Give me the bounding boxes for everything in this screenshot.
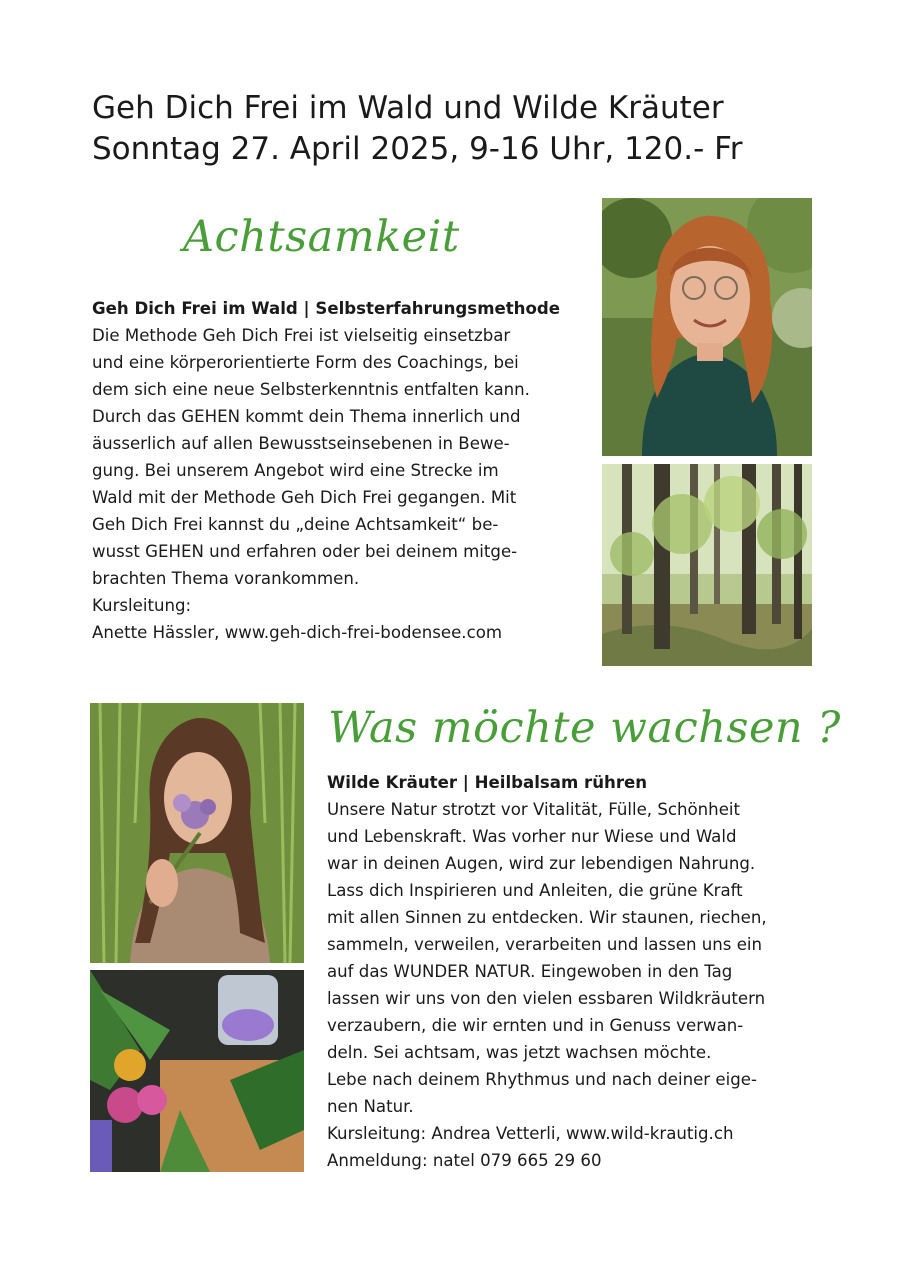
body-line: gung. Bei unserem Angebot wird eine Strecke im [92,461,499,480]
body-line: verzaubern, die wir ernten und in Genuss verwan- [327,1016,744,1035]
body-line: wusst GEHEN und erfahren oder bei deinem mitge- [92,542,518,561]
body-line: Kursleitung: [92,596,192,615]
body-line: Kursleitung: Andrea Vetterli, www.wild-krautig.ch [327,1124,734,1143]
herbs-photo [90,970,304,1172]
body-line: auf das WUNDER NATUR. Eingewoben in den Tag [327,962,733,981]
body-line: brachten Thema vorankommen. [92,569,360,588]
body-line: mit allen Sinnen zu entdecken. Wir staunen, riechen, [327,908,767,927]
body-line: Lass dich Inspirieren und Anleiten, die grüne Kraft [327,881,743,900]
body-line: sammeln, verweilen, verarbeiten und lassen uns ein [327,935,763,954]
portrait-photo-anette [602,198,812,456]
title-line-2: Sonntag 27. April 2025, 9-16 Uhr, 120.- Fr [92,131,743,167]
body-line: Unsere Natur strotzt vor Vitalität, Fülle, Schönheit [327,800,741,819]
body-line: Durch das GEHEN kommt dein Thema innerlich und [92,407,521,426]
forest-photo [602,464,812,666]
body-line: war in deinen Augen, wird zur lebendigen Nahrung. [327,854,756,873]
body-line: Wald mit der Methode Geh Dich Frei gegangen. Mit [92,488,517,507]
page-title [92,88,742,170]
script-title-achtsamkeit: Achtsamkeit [183,212,460,262]
section-heading: Geh Dich Frei im Wald | Selbsterfahrungsmethode [92,299,561,318]
title-line-1: Geh Dich Frei im Wald und Wilde Kräuter [92,90,724,126]
body-line: nen Natur. [327,1097,414,1116]
body-line: lassen wir uns von den vielen essbaren Wildkräutern [327,989,766,1008]
body-line: und Lebenskraft. Was vorher nur Wiese und Wald [327,827,737,846]
section-heading: Wilde Kräuter | Heilbalsam rühren [327,773,648,792]
section-geh-dich-frei [92,295,560,646]
body-line: Lebe nach deinem Rhythmus und nach deiner eige- [327,1070,757,1089]
body-line: äusserlich auf allen Bewusstseinsebenen in Bewe- [92,434,510,453]
body-line: Anette Hässler, www.geh-dich-frei-bodensee.com [92,623,503,642]
script-title-was-moechte-wachsen: Was möchte wachsen ? [328,703,841,753]
section-wilde-kraeuter [327,769,767,1174]
body-line: Geh Dich Frei kannst du „deine Achtsamkeit“ be- [92,515,499,534]
body-line: Die Methode Geh Dich Frei ist vielseitig einsetzbar [92,326,511,345]
body-line: und eine körperorientierte Form des Coachings, bei [92,353,519,372]
body-line: Anmeldung: natel 079 665 29 60 [327,1151,602,1170]
body-line: deln. Sei achtsam, was jetzt wachsen möchte. [327,1043,712,1062]
portrait-photo-andrea [90,703,304,963]
body-line: dem sich eine neue Selbsterkenntnis entfalten kann. [92,380,530,399]
